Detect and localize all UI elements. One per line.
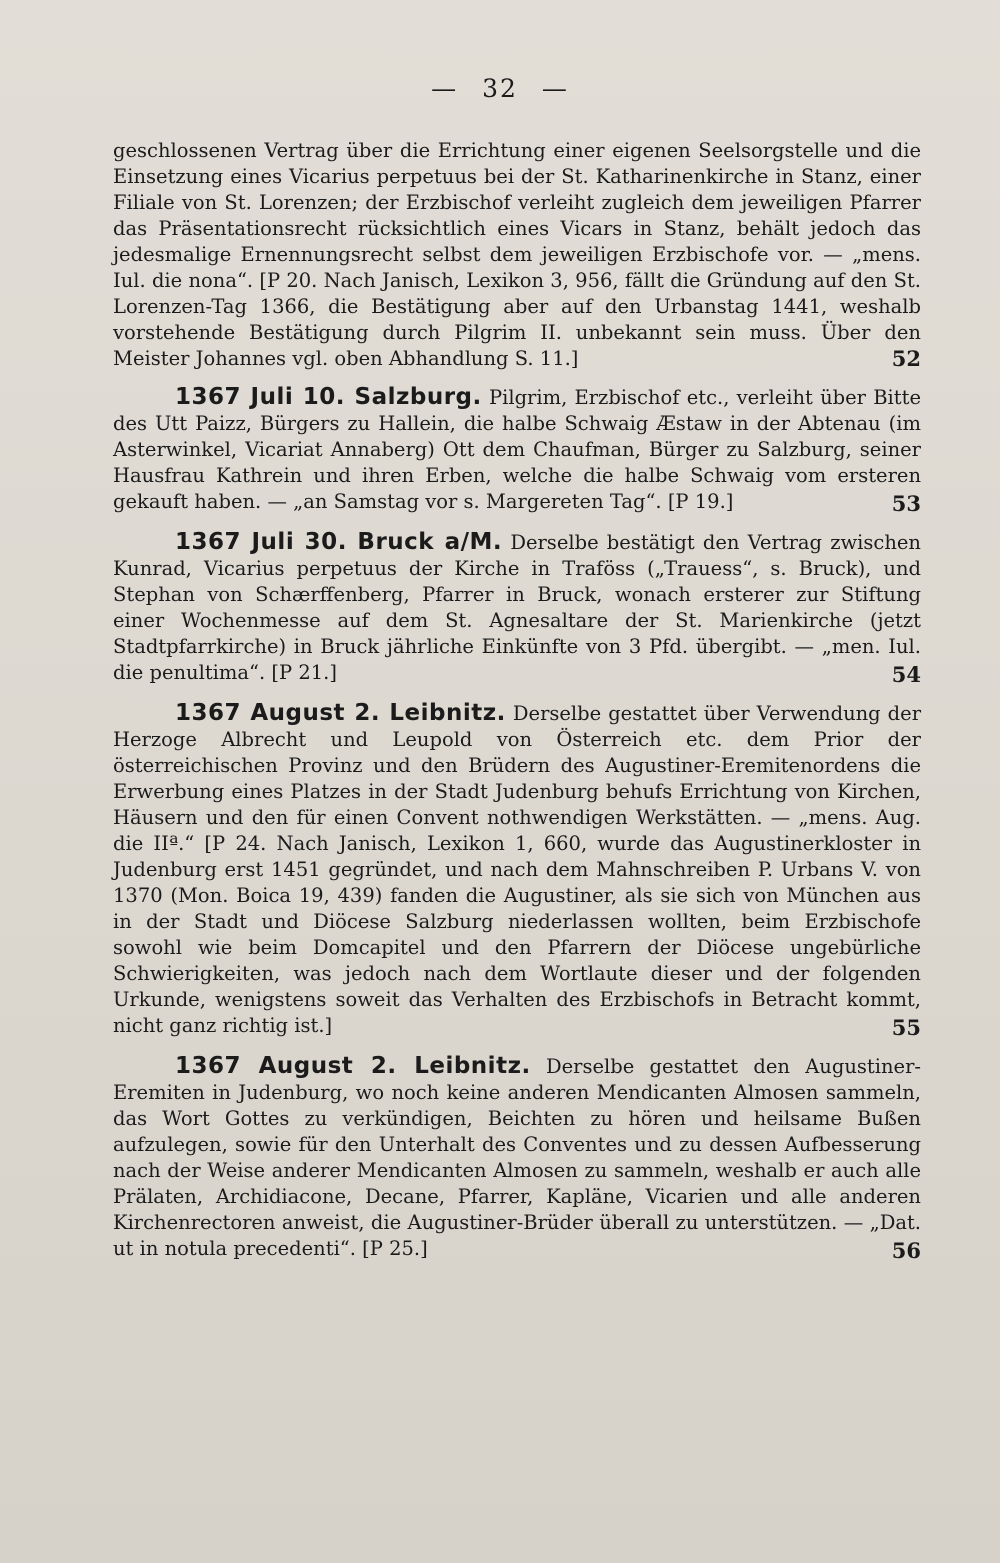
entry-date-place: 1367 Juli 10. Salzburg. [175,384,482,410]
entry-text [113,700,921,1039]
entry-53 [113,384,921,515]
entry-text [113,1053,921,1262]
entry-number: 55 [891,1015,921,1040]
entry-date-place: 1367 August 2. Leibnitz. [175,1053,531,1079]
entry-body: Derselbe gestattet den Augustiner-Eremiten in Judenburg, wo noch keine anderen Mendicanten Almosen sammeln, das Wort Gottes zu verkündigen, Beichten zu hören und heilsame Bußen aufzulegen, sowie für den Unterhalt des Conventes und zu dessen Aufbesserung nach der Weise anderer Mendicanten Almosen zu sammeln, weshalb er auch alle Prälaten, Archidiacone, Decane, Pfarrer, Kapläne, Vicarien und alle anderen Kirchenrectoren anweist, die Augustiner-Brüder überall zu unterstützen. — „Dat. ut in notula precedenti“. [P 25.] [113,1055,921,1260]
entry-body: geschlossenen Vertrag über die Errichtung einer eigenen Seelsorgstelle und die Einsetzung eines Vicarius perpetuus bei der St. Katharinenkirche in Stanz, einer Filiale von St. Lorenzen; der Erzbischof verleiht zugleich dem jeweiligen Pfarrer das Präsentationsrecht rücksichtlich eines Vicars in Stanz, behält jedoch das jedesmalige Ernennungsrecht selbst dem jeweiligen Erzbischofe vor. — „mens. Iul. die nona“. [P 20. Nach Janisch, Lexikon 3, 956, fällt die Gründung auf den St. Lorenzen-Tag 1366, die Bestätigung aber auf den Urbanstag 1441, weshalb vorstehende Bestätigung durch Pilgrim II. unbekannt sein muss. Über den Meister Johannes vgl. oben Abhandlung S. 11.] [113,139,921,370]
entry-body: Derselbe gestattet über Verwendung der Herzoge Albrecht und Leupold von Österreich etc. dem Prior der österreichischen Provinz und den Brüdern des Augustiner-Eremitenordens die Erwerbung eines Platzes in der Stadt Judenburg behufs Errichtung von Kirchen, Häusern und den für einen Convent nothwendigen Werkstätten. — „mens. Aug. die IIª.“ [P 24. Nach Janisch, Lexikon 1, 660, wurde das Augustinerkloster in Judenburg erst 1451 gegründet, und nach dem Mahnschreiben P. Urbans V. von 1370 (Mon. Boica 19, 439) fanden die Augustiner, als sie sich von München aus in der Stadt und Diöcese Salzburg niederlassen wollten, beim Erzbischofe sowohl wie beim Domcapitel und den Pfarrern der Diöcese ungebürliche Schwierigkeiten, was jedoch nach dem Wortlaute dieser und der folgenden Urkunde, wenigstens soweit das Verhalten des Erzbischofs in Betracht kommt, nicht ganz richtig ist.] [113,702,922,1037]
entry-55 [113,700,921,1039]
entry-54 [113,529,921,686]
entry-52 [113,138,921,370]
entry-56 [113,1053,921,1262]
page-number: 32 [482,74,518,103]
header-dash-left: — [431,74,459,103]
entry-date-place: 1367 Juli 30. Bruck a/M. [175,529,503,555]
entry-text [113,529,921,686]
entry-number: 56 [891,1238,921,1263]
entry-number: 52 [891,346,921,371]
page-number-header [0,74,1000,103]
entry-body: Pilgrim, Erzbischof etc., verleiht über Bitte des Utt Paizz, Bürgers zu Hallein, die halbe Schwaig Æstaw in der Abtenau (im Asterwinkel, Vicariat Annaberg) Ott dem Chaufman, Bürger zu Salzburg, seiner Hausfrau Kathrein und ihren Erben, welche die halbe Schwaig vom ersteren gekauft haben. — „an Samstag vor s. Margereten Tag“. [P 19.] [113,386,921,513]
entry-body: Derselbe bestätigt den Vertrag zwischen Kunrad, Vicarius perpetuus der Kirche in Traföss („Trauess“, s. Bruck), und Stephan von Schærffenberg, Pfarrer in Bruck, wonach ersterer zur Stiftung einer Wochenmesse auf dem St. Agnesaltare der St. Marienkirche (jetzt Stadtpfarrkirche) in Bruck jährliche Einkünfte von 3 Pfd. übergibt. — „men. Iul. die penultima“. [P 21.] [113,531,921,684]
document-body [113,138,921,1270]
header-dash-right: — [541,74,569,103]
entry-number: 54 [891,662,921,687]
entry-number: 53 [891,491,921,516]
entry-text [113,138,921,372]
entry-date-place: 1367 August 2. Leibnitz. [175,700,506,726]
